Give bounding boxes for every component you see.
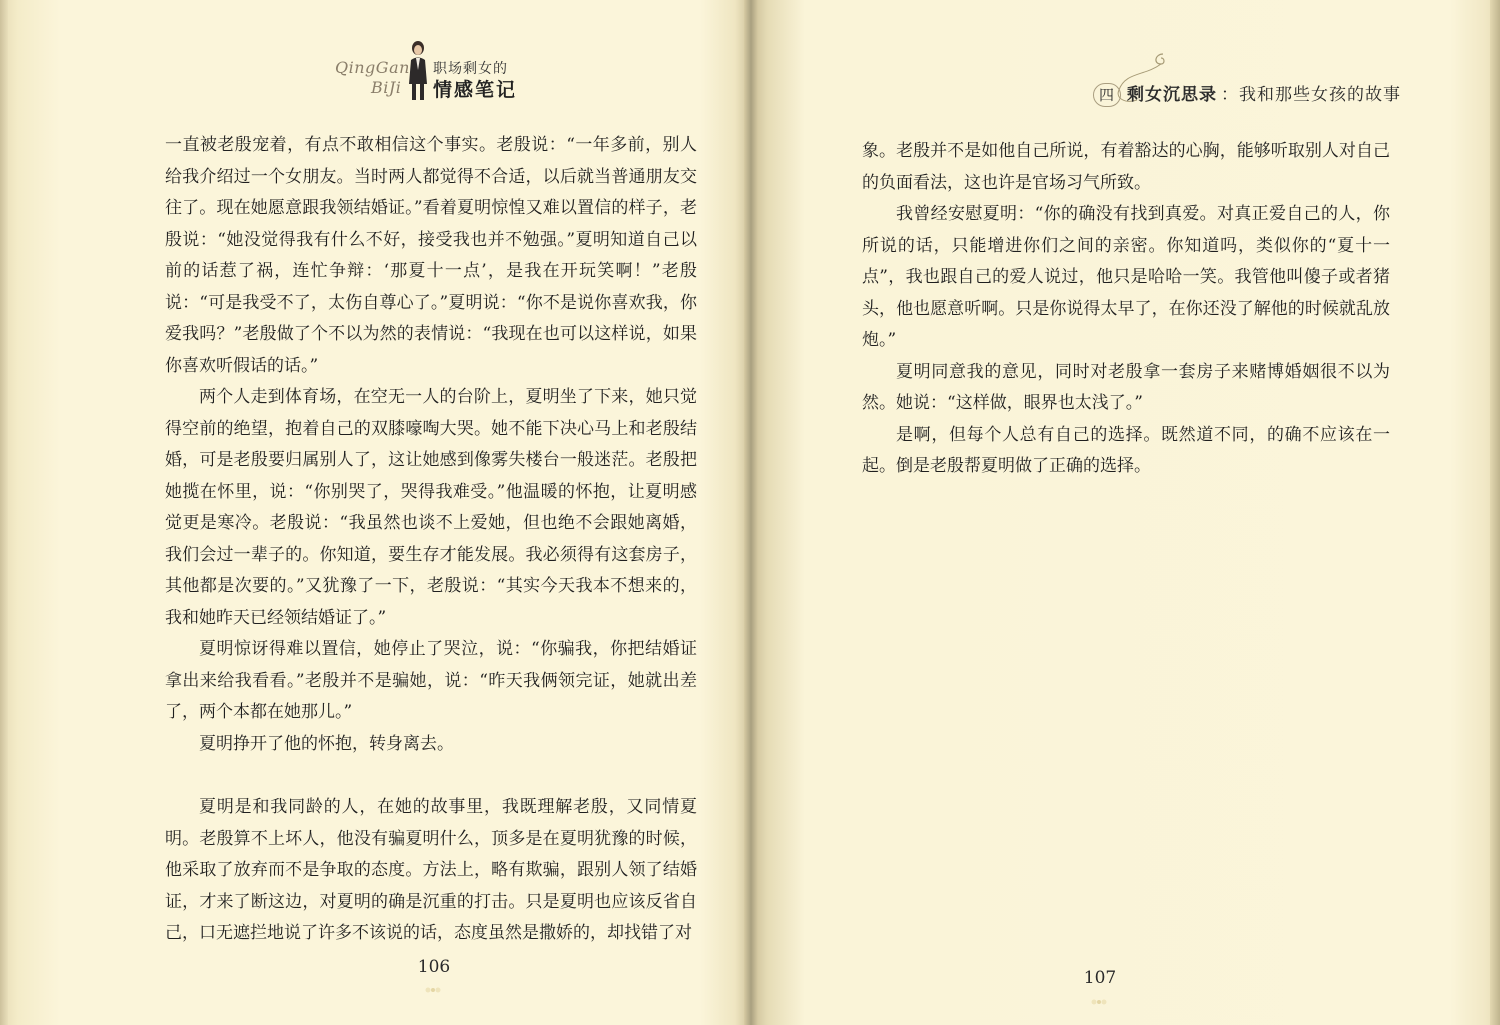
left-page-body	[165, 130, 697, 950]
paragraph: 夏明挣开了他的怀抱，转身离去。	[199, 733, 454, 754]
paragraph: 我曾经安慰夏明：“你的确没有找到真爱。对真正爱自己的人，你所说的话，只能增进你们之间的亲密。你知道吗，类似你的“夏十一点”，我也跟自己的爱人说过，他只是哈哈一笑。我管他叫傻子或者猪头，他也愿意听啊。只是你说得太早了，在你还没了解他的时候就乱放炮。”	[862, 204, 1390, 350]
chapter-heading	[1093, 80, 1401, 107]
brand-title-big: 情感笔记	[433, 79, 518, 101]
page-number-left: 106	[417, 957, 451, 977]
paragraph: 夏明是和我同龄的人，在她的故事里，我既理解老殷，又同情夏明。老殷算不上坏人，他没有骗夏明什么，顶多是在夏明犹豫的时候，他采取了放弃而不是争取的态度。方法上，略有欺骗，跟别人领了结婚证，才来了断这边，对夏明的确是沉重的打击。只是夏明也应该反省自己，口无遮拦地说了许多不该说的话，态度虽然是撒娇的，却找错了对	[165, 797, 697, 943]
flower-ornament-icon	[1088, 996, 1110, 1008]
paragraph: 夏明惊讶得难以置信，她停止了哭泣，说：“你骗我，你把结婚证拿出来给我看看。”老殷并不是骗她，说：“昨天我俩领完证，她就出差了，两个本都在她那儿。”	[165, 639, 697, 722]
chapter-subtitle: ：我和那些女孩的故事	[1221, 85, 1401, 105]
brand-title	[433, 60, 543, 102]
paragraph: 是啊，但每个人总有自己的选择。既然道不同，的确不应该在一起。倒是老殷帮夏明做了正确的选择。	[862, 424, 1390, 476]
paragraph: 夏明同意我的意见，同时对老殷拿一套房子来赌博婚姻很不以为然。她说：“这样做，眼界也太浅了。”	[862, 361, 1390, 413]
book-gutter	[744, 0, 758, 1025]
running-header-right	[1075, 50, 1401, 110]
brand-latin-line1: QingGan	[335, 58, 410, 77]
brand-latin-line2: BiJi	[371, 78, 402, 97]
chapter-number-badge: 四	[1093, 83, 1121, 107]
paragraph: 一直被老殷宠着，有点不敢相信这个事实。老殷说：“一年多前，别人给我介绍过一个女朋友。当时两人都觉得不合适，以后就当普通朋友交往了。现在她愿意跟我领结婚证。”看着夏明惊惶又难以置信的样子，老殷说：“她没觉得我有什么不好，接受我也并不勉强。”夏明知道自己以前的话惹了祸，连忙争辩：‘那夏十一点’，是我在开玩笑啊！”老殷说：“可是我受不了，太伤自尊心了。”夏明说：“你不是说你喜欢我，你爱我吗？”老殷做了个不以为然的表情说：“我现在也可以这样说，如果你喜欢听假话的话。”	[165, 135, 697, 376]
brand-title-small: 职场剩女的	[433, 61, 508, 77]
section-break	[165, 760, 697, 792]
page-number-right: 107	[1083, 968, 1117, 988]
paragraph: 两个人走到体育场，在空无一人的台阶上，夏明坐了下来，她只觉得空前的绝望，抱着自己的双膝嚎啕大哭。她不能下决心马上和老殷结婚，可是老殷要归属别人了，这让她感到像雾失楼台一般迷茫。老殷把她揽在怀里，说：“你别哭了，哭得我难受。”他温暖的怀抱，让夏明感觉更是寒冷。老殷说：“我虽然也谈不上爱她，但也绝不会跟她离婚，我们会过一辈子的。你知道，要生存才能发展。我必须得有这套房子，其他都是次要的。”又犹豫了一下，老殷说：“其实今天我本不想来的，我和她昨天已经领结婚证了。”	[165, 387, 697, 628]
right-page-body	[862, 136, 1390, 483]
flower-ornament-icon	[422, 984, 444, 996]
page-edge-right	[1490, 0, 1500, 1025]
woman-figure-icon	[405, 40, 431, 102]
brand-latin	[335, 58, 415, 98]
paragraph: 象。老殷并不是如他自己所说，有着豁达的心胸，能够听取别人对自己的负面看法，这也许是官场习气所致。	[862, 141, 1390, 193]
running-header-left	[335, 40, 535, 105]
page-edge-left	[0, 0, 8, 1025]
chapter-title: 剩女沉思录	[1127, 85, 1217, 105]
